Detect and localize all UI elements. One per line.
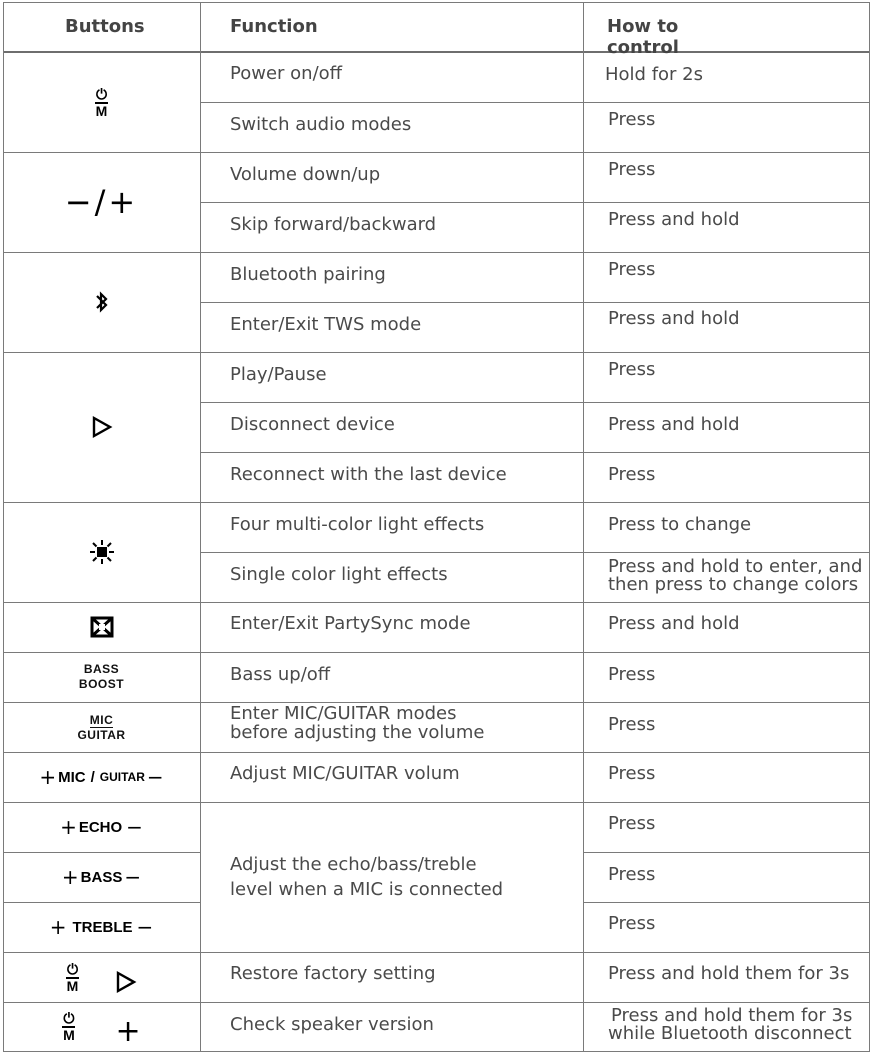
minus-glyph: −	[124, 865, 142, 889]
function-text: Enter/Exit TWS mode	[230, 314, 422, 335]
plus-glyph: +	[61, 865, 79, 889]
minus-plus-glyph: −/+	[64, 183, 139, 221]
function-text: Switch audio modes	[230, 114, 412, 135]
plus-glyph: +	[39, 765, 57, 789]
function-text: Skip forward/backward	[230, 214, 437, 235]
header-buttons: Buttons	[65, 16, 145, 37]
plus-glyph: +	[60, 815, 77, 839]
row-sep	[200, 302, 869, 303]
partysync-icon	[3, 602, 200, 652]
function-text: Power on/off	[230, 63, 343, 84]
function-text: Reconnect with the last device	[230, 464, 507, 485]
bass-boost-icon	[3, 652, 200, 702]
control-text: Press	[608, 464, 656, 485]
row-sep	[583, 852, 869, 853]
guitar-label: GUITAR	[99, 770, 145, 784]
power-icon: ⏻	[66, 960, 79, 977]
control-text: Press	[608, 159, 656, 180]
function-text: Restore factory setting	[230, 963, 436, 984]
control-text: Press and hold them for 3s	[608, 963, 850, 984]
row-sep	[200, 102, 869, 103]
row-sep	[200, 452, 869, 453]
control-text: Press	[608, 913, 656, 934]
function-text: Check speaker version	[230, 1014, 434, 1035]
control-text: Press and hold to enter, and	[608, 556, 863, 577]
control-text: Press	[608, 813, 656, 834]
echo-label: ECHO	[78, 818, 123, 836]
row-sep	[200, 202, 869, 203]
function-text: Single color light effects	[230, 564, 448, 585]
control-text: Press to change	[608, 514, 752, 535]
control-text: Press	[608, 259, 656, 280]
mic-label: MIC	[89, 712, 114, 727]
function-text: Volume down/up	[230, 164, 381, 185]
table-border-top	[3, 2, 869, 3]
col-divider-2	[583, 2, 584, 1052]
header-how-to-control: How to control	[607, 16, 679, 58]
power-mode-icon	[3, 53, 200, 152]
minus-glyph: −	[126, 815, 143, 839]
plus-glyph: +	[49, 915, 67, 939]
bass-level-icon	[3, 852, 200, 902]
power-icon: ⏻	[95, 86, 108, 102]
table-border-bottom	[3, 1051, 869, 1052]
function-text: Disconnect device	[230, 414, 395, 435]
table-border-right	[869, 2, 870, 1052]
bass-label: BASS	[83, 662, 120, 676]
function-text: level when a MIC is connected	[230, 879, 504, 900]
function-text: Bluetooth pairing	[230, 264, 386, 285]
function-text: Play/Pause	[230, 364, 327, 385]
control-text: Press	[608, 109, 656, 130]
function-text: Adjust the echo/bass/treble	[230, 854, 477, 875]
control-text: Press	[608, 864, 656, 885]
play-icon	[115, 970, 137, 994]
light-icon	[3, 502, 200, 602]
control-text: while Bluetooth disconnect	[608, 1023, 852, 1044]
mic-guitar-volume-icon: + MIC / GUITAR −	[39, 765, 164, 789]
m-label: M	[63, 1027, 75, 1043]
control-text: Press	[608, 359, 656, 380]
guitar-label: GUITAR	[77, 727, 126, 742]
echo-icon	[3, 802, 200, 852]
function-text: Enter MIC/GUITAR modes	[230, 703, 457, 724]
control-text: Press	[608, 763, 656, 784]
function-text: Adjust MIC/GUITAR volum	[230, 763, 460, 784]
m-label: M	[66, 977, 79, 994]
m-label: M	[95, 103, 108, 119]
control-text: then press to change colors	[608, 574, 859, 595]
volume-minus-plus-icon	[3, 152, 200, 252]
power-icon: ⏻	[63, 1010, 75, 1026]
minus-glyph: −	[136, 915, 154, 939]
control-text: Hold for 2s	[605, 64, 703, 85]
row-sep	[583, 902, 869, 903]
minus-glyph: −	[146, 765, 164, 789]
bass-label: BASS	[80, 868, 123, 886]
col-divider-1	[200, 2, 201, 1052]
power-mode-plus-combo-icon	[3, 1002, 200, 1051]
control-text: Press and hold	[608, 209, 740, 230]
plus-icon: +	[115, 1014, 141, 1049]
control-text: Press	[608, 714, 656, 735]
power-mode-play-combo-icon	[3, 952, 200, 1002]
function-text: before adjusting the volume	[230, 722, 485, 743]
header-function: Function	[230, 16, 318, 37]
treble-label: TREBLE	[72, 918, 133, 936]
function-text: Enter/Exit PartySync mode	[230, 613, 471, 634]
control-text: Press and hold	[608, 613, 740, 634]
function-text: Four multi-color light effects	[230, 514, 485, 535]
row-sep	[200, 552, 869, 553]
row-sep	[200, 402, 869, 403]
mic-label: MIC	[58, 768, 86, 786]
mic-guitar-icon	[3, 702, 200, 752]
treble-icon	[3, 902, 200, 952]
control-text: Press and hold them for 3s	[611, 1005, 853, 1026]
control-text: Press and hold	[608, 308, 740, 329]
control-text: Press	[608, 664, 656, 685]
boost-label: BOOST	[78, 677, 125, 691]
play-icon	[3, 352, 200, 502]
control-text: Press and hold	[608, 414, 740, 435]
function-text: Bass up/off	[230, 664, 331, 685]
bluetooth-icon	[3, 252, 200, 352]
